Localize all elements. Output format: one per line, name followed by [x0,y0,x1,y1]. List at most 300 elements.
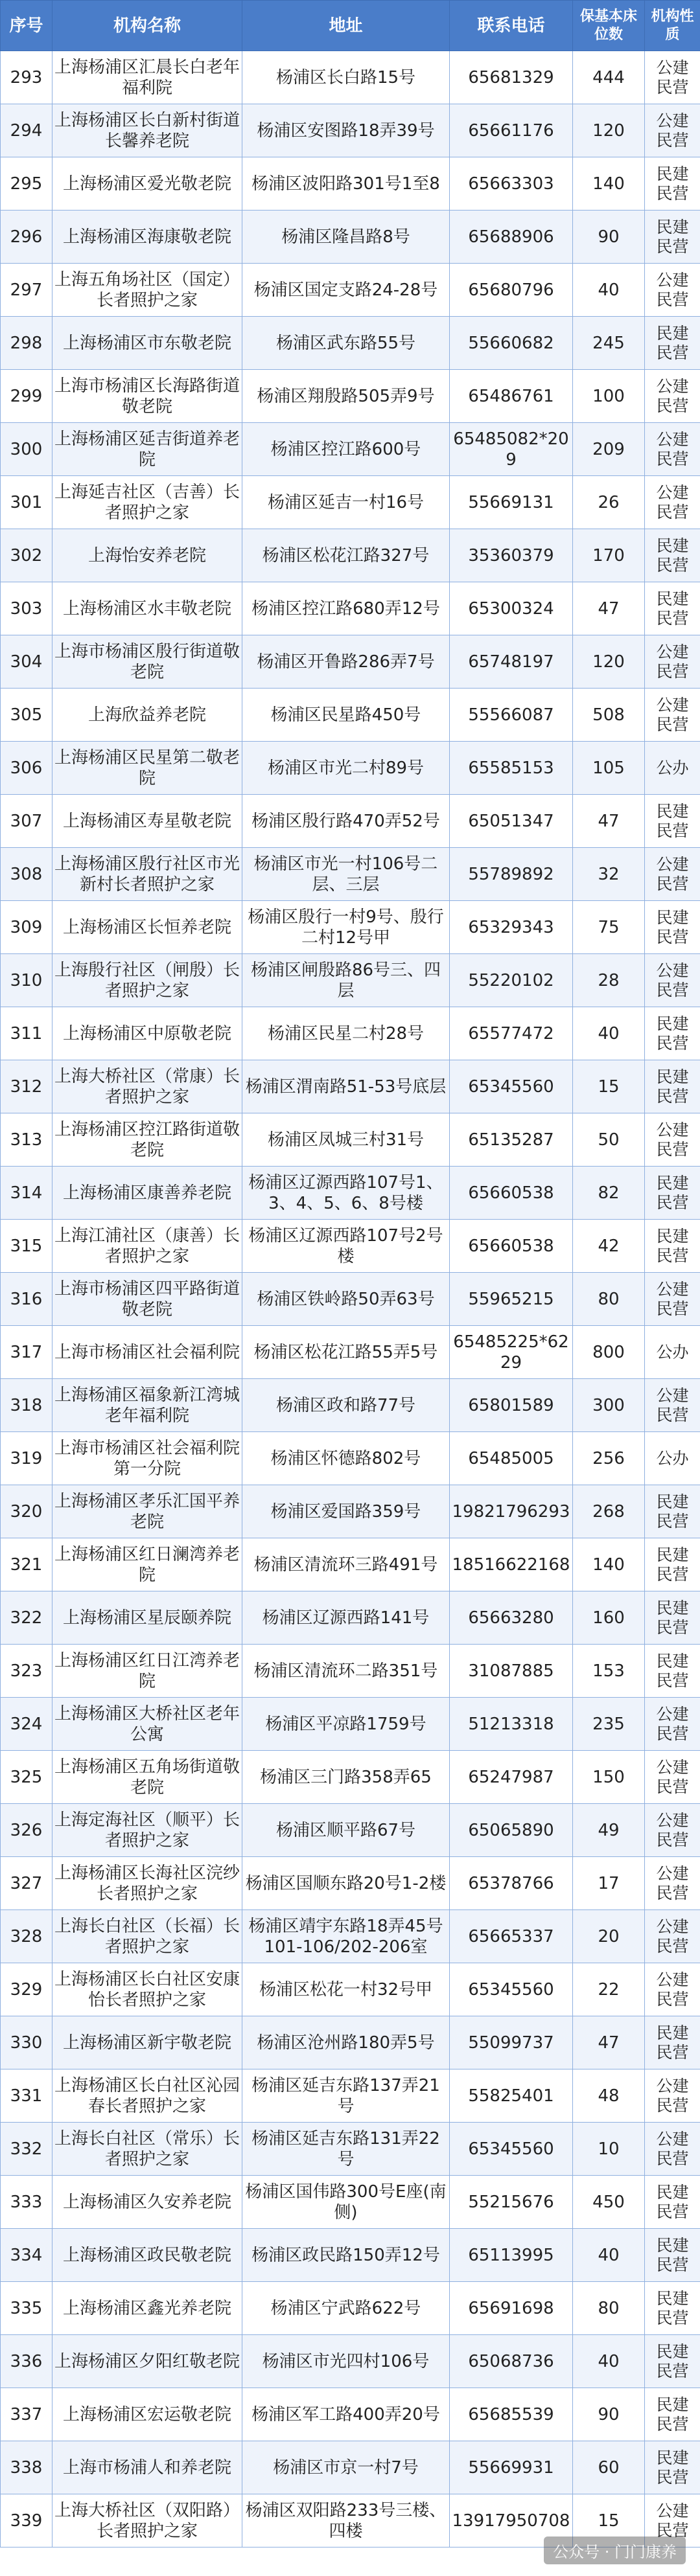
row-nature: 公建民营 [645,2494,700,2548]
row-name: 上海大桥社区（常康）长者照护之家 [52,1060,242,1113]
row-phone: 13917950708 [450,2494,573,2548]
row-name: 上海杨浦区长海社区浣纱长者照护之家 [52,1857,242,1910]
row-phone: 65688906 [450,211,573,264]
table-row [1,1113,700,1167]
row-name: 上海大桥社区（双阳路）长者照护之家 [52,2494,242,2548]
row-nature: 公建民营 [645,848,700,901]
row-address: 杨浦区武东路55号 [242,317,450,370]
row-index: 315 [1,1220,52,1273]
row-phone: 65748197 [450,635,573,689]
row-index: 297 [1,264,52,317]
row-nature: 公办 [645,742,700,795]
row-nature: 公建民营 [645,1857,700,1910]
row-name: 上海杨浦区长白社区沁园春长者照护之家 [52,2069,242,2123]
row-address: 杨浦区顺平路67号 [242,1804,450,1857]
table-row [1,1167,700,1220]
row-nature: 民建民营 [645,1060,700,1113]
row-beds: 245 [573,317,645,370]
row-phone: 55669131 [450,476,573,529]
row-address: 杨浦区波阳路301号1至8 [242,157,450,211]
table-row [1,2335,700,2388]
table-row [1,689,700,742]
table-row [1,1698,700,1751]
row-address: 杨浦区民星路450号 [242,689,450,742]
row-beds: 82 [573,1167,645,1220]
row-index: 339 [1,2494,52,2548]
row-beds: 140 [573,157,645,211]
row-address: 杨浦区开鲁路286弄7号 [242,635,450,689]
row-address: 杨浦区闸殷路86号三、四层 [242,954,450,1007]
row-beds: 47 [573,2016,645,2069]
row-address: 杨浦区延吉一村16号 [242,476,450,529]
row-nature: 民建民营 [645,795,700,848]
row-address: 杨浦区靖宇东路18弄45号101-106/202-206室 [242,1910,450,1963]
row-index: 324 [1,1698,52,1751]
row-address: 杨浦区辽源西路107号1、3、4、5、6、8号楼 [242,1167,450,1220]
row-phone: 55099737 [450,2016,573,2069]
row-index: 320 [1,1485,52,1538]
row-address: 杨浦区控江路680弄12号 [242,582,450,635]
row-index: 330 [1,2016,52,2069]
row-index: 306 [1,742,52,795]
row-beds: 26 [573,476,645,529]
row-beds: 15 [573,2494,645,2548]
row-address: 杨浦区铁岭路50弄63号 [242,1273,450,1326]
row-index: 303 [1,582,52,635]
row-phone: 65681329 [450,51,573,104]
row-name: 上海杨浦区宏运敬老院 [52,2388,242,2441]
row-address: 杨浦区辽源西路107号2号楼 [242,1220,450,1273]
row-index: 304 [1,635,52,689]
row-index: 336 [1,2335,52,2388]
row-index: 323 [1,1645,52,1698]
table-row [1,635,700,689]
row-beds: 170 [573,529,645,582]
row-nature: 公建民营 [645,1963,700,2016]
row-address: 杨浦区政民路150弄12号 [242,2229,450,2282]
table-header-row [1,1,700,51]
row-address: 杨浦区政和路77号 [242,1379,450,1432]
row-phone: 65485225*6229 [450,1326,573,1379]
row-phone: 65345560 [450,1963,573,2016]
row-name: 上海杨浦区民星第二敬老院 [52,742,242,795]
row-index: 316 [1,1273,52,1326]
row-name: 上海市杨浦区社会福利院 [52,1326,242,1379]
row-phone: 55825401 [450,2069,573,2123]
row-phone: 65068736 [450,2335,573,2388]
row-address: 杨浦区沧州路180弄5号 [242,2016,450,2069]
row-beds: 22 [573,1963,645,2016]
row-address: 杨浦区渭南路51-53号底层 [242,1060,450,1113]
row-beds: 47 [573,795,645,848]
row-address: 杨浦区松花江路327号 [242,529,450,582]
row-index: 319 [1,1432,52,1485]
row-nature: 公建民营 [645,1273,700,1326]
row-address: 杨浦区控江路600号 [242,423,450,476]
row-beds: 40 [573,2229,645,2282]
row-phone: 35360379 [450,529,573,582]
table-row [1,317,700,370]
row-phone: 55215676 [450,2176,573,2229]
row-nature: 民建民营 [645,1220,700,1273]
table-row [1,1379,700,1432]
row-nature: 公建民营 [645,476,700,529]
header-phone: 联系电话 [450,1,573,51]
table-row [1,1538,700,1591]
table-row [1,211,700,264]
row-address: 杨浦区怀德路802号 [242,1432,450,1485]
row-address: 杨浦区殷行一村9号、殷行二村12号甲 [242,901,450,954]
row-nature: 民建民营 [645,1645,700,1698]
row-name: 上海杨浦区长恒养老院 [52,901,242,954]
row-name: 上海杨浦区鑫光养老院 [52,2282,242,2335]
row-phone: 65577472 [450,1007,573,1060]
row-address: 杨浦区清流环二路351号 [242,1645,450,1698]
header-nature: 机构性质 [645,1,700,51]
row-name: 上海定海社区（顺平）长者照护之家 [52,1804,242,1857]
row-address: 杨浦区松花江路55弄5号 [242,1326,450,1379]
row-index: 301 [1,476,52,529]
table-row [1,529,700,582]
row-name: 上海杨浦区殷行社区市光新村长者照护之家 [52,848,242,901]
row-nature: 民建民营 [645,1591,700,1645]
row-name: 上海杨浦区延吉街道养老院 [52,423,242,476]
row-beds: 235 [573,1698,645,1751]
row-name: 上海杨浦区市东敬老院 [52,317,242,370]
row-address: 杨浦区双阳路233号三楼、四楼 [242,2494,450,2548]
row-name: 上海市杨浦区四平路街道敬老院 [52,1273,242,1326]
row-name: 上海杨浦区寿星敬老院 [52,795,242,848]
row-name: 上海杨浦区汇晨长白老年福利院 [52,51,242,104]
header-beds: 保基本床位数 [573,1,645,51]
table-row [1,1751,700,1804]
row-phone: 65485082*209 [450,423,573,476]
row-address: 杨浦区长白路15号 [242,51,450,104]
row-nature: 民建民营 [645,317,700,370]
row-address: 杨浦区国顺东路20号1-2楼 [242,1857,450,1910]
table-row [1,157,700,211]
table-row [1,901,700,954]
row-name: 上海杨浦区久安养老院 [52,2176,242,2229]
row-index: 299 [1,370,52,423]
table-row [1,2282,700,2335]
row-beds: 256 [573,1432,645,1485]
row-nature: 公建民营 [645,1804,700,1857]
row-nature: 公建民营 [645,954,700,1007]
row-beds: 40 [573,2335,645,2388]
row-name: 上海杨浦区海康敬老院 [52,211,242,264]
row-beds: 80 [573,1273,645,1326]
row-name: 上海杨浦区红日江湾养老院 [52,1645,242,1698]
row-phone: 65661176 [450,104,573,157]
row-name: 上海长白社区（常乐）长者照护之家 [52,2123,242,2176]
row-phone: 19821796293 [450,1485,573,1538]
row-phone: 65345560 [450,2123,573,2176]
row-phone: 65691698 [450,2282,573,2335]
row-beds: 20 [573,1910,645,1963]
row-index: 338 [1,2441,52,2494]
table-row [1,1857,700,1910]
row-nature: 公建民营 [645,370,700,423]
row-nature: 民建民营 [645,1538,700,1591]
row-phone: 65135287 [450,1113,573,1167]
row-phone: 65486761 [450,370,573,423]
row-beds: 80 [573,2282,645,2335]
row-phone: 55789892 [450,848,573,901]
row-address: 杨浦区松花一村32号甲 [242,1963,450,2016]
table-row [1,1060,700,1113]
row-beds: 209 [573,423,645,476]
row-index: 321 [1,1538,52,1591]
row-beds: 800 [573,1326,645,1379]
row-index: 307 [1,795,52,848]
header-index: 序号 [1,1,52,51]
row-address: 杨浦区清流环三路491号 [242,1538,450,1591]
table-row [1,1485,700,1538]
row-nature: 民建民营 [645,2335,700,2388]
row-index: 313 [1,1113,52,1167]
table-row [1,1007,700,1060]
row-beds: 444 [573,51,645,104]
row-nature: 民建民营 [645,901,700,954]
row-beds: 40 [573,1007,645,1060]
row-index: 332 [1,2123,52,2176]
row-index: 329 [1,1963,52,2016]
row-index: 308 [1,848,52,901]
row-address: 杨浦区国伟路300号E座(南侧) [242,2176,450,2229]
row-name: 上海欣益养老院 [52,689,242,742]
row-phone: 55669931 [450,2441,573,2494]
row-index: 335 [1,2282,52,2335]
row-nature: 公建民营 [645,1751,700,1804]
row-beds: 100 [573,370,645,423]
row-name: 上海杨浦区长白新村街道长馨养老院 [52,104,242,157]
row-index: 305 [1,689,52,742]
table-row [1,1963,700,2016]
row-index: 298 [1,317,52,370]
row-phone: 55965215 [450,1273,573,1326]
row-index: 293 [1,51,52,104]
row-beds: 17 [573,1857,645,1910]
row-beds: 15 [573,1060,645,1113]
row-beds: 49 [573,1804,645,1857]
row-name: 上海杨浦区新宇敬老院 [52,2016,242,2069]
row-nature: 民建民营 [645,1485,700,1538]
row-index: 300 [1,423,52,476]
row-index: 310 [1,954,52,1007]
row-phone: 65300324 [450,582,573,635]
row-address: 杨浦区军工路400弄20号 [242,2388,450,2441]
row-nature: 公建民营 [645,51,700,104]
row-name: 上海殷行社区（闸殷）长者照护之家 [52,954,242,1007]
row-beds: 32 [573,848,645,901]
row-name: 上海五角场社区（国定）长者照护之家 [52,264,242,317]
row-index: 328 [1,1910,52,1963]
row-beds: 160 [573,1591,645,1645]
row-phone: 65685539 [450,2388,573,2441]
row-index: 333 [1,2176,52,2229]
row-index: 302 [1,529,52,582]
row-address: 杨浦区市光一村106号二层、三层 [242,848,450,901]
row-index: 326 [1,1804,52,1857]
row-phone: 65585153 [450,742,573,795]
row-index: 327 [1,1857,52,1910]
table-row [1,476,700,529]
row-phone: 65665337 [450,1910,573,1963]
row-address: 杨浦区三门路358弄65 [242,1751,450,1804]
row-beds: 75 [573,901,645,954]
row-nature: 民建民营 [645,2016,700,2069]
row-phone: 18516622168 [450,1538,573,1591]
table-row [1,742,700,795]
row-nature: 民建民营 [645,2441,700,2494]
row-name: 上海怡安养老院 [52,529,242,582]
table-row [1,1326,700,1379]
row-nature: 公建民营 [645,1910,700,1963]
row-name: 上海市杨浦人和养老院 [52,2441,242,2494]
table-row [1,370,700,423]
table-row [1,104,700,157]
row-name: 上海杨浦区长白社区安康怡长者照护之家 [52,1963,242,2016]
row-index: 331 [1,2069,52,2123]
row-beds: 120 [573,635,645,689]
row-nature: 公办 [645,1432,700,1485]
row-address: 杨浦区爱国路359号 [242,1485,450,1538]
row-phone: 65113995 [450,2229,573,2282]
row-phone: 65660538 [450,1220,573,1273]
row-name: 上海市杨浦区社会福利院第一分院 [52,1432,242,1485]
row-name: 上海长白社区（长福）长者照护之家 [52,1910,242,1963]
row-phone: 65051347 [450,795,573,848]
row-index: 312 [1,1060,52,1113]
row-beds: 120 [573,104,645,157]
table-row [1,1273,700,1326]
row-address: 杨浦区延吉东路137弄21号 [242,2069,450,2123]
row-index: 325 [1,1751,52,1804]
row-index: 296 [1,211,52,264]
row-nature: 公建民营 [645,1379,700,1432]
row-address: 杨浦区辽源西路141号 [242,1591,450,1645]
row-nature: 公建民营 [645,2123,700,2176]
row-index: 334 [1,2229,52,2282]
row-address: 杨浦区凤城三村31号 [242,1113,450,1167]
row-nature: 民建民营 [645,1007,700,1060]
row-nature: 公建民营 [645,1698,700,1751]
row-index: 318 [1,1379,52,1432]
row-name: 上海杨浦区爱光敬老院 [52,157,242,211]
row-nature: 民建民营 [645,582,700,635]
row-phone: 65065890 [450,1804,573,1857]
row-nature: 民建民营 [645,529,700,582]
row-phone: 65345560 [450,1060,573,1113]
row-phone: 65247987 [450,1751,573,1804]
row-address: 杨浦区殷行路470弄52号 [242,795,450,848]
row-name: 上海市杨浦区殷行街道敬老院 [52,635,242,689]
row-index: 309 [1,901,52,954]
row-beds: 300 [573,1379,645,1432]
row-phone: 65663280 [450,1591,573,1645]
table-row [1,795,700,848]
row-beds: 268 [573,1485,645,1538]
row-name: 上海杨浦区五角场街道敬老院 [52,1751,242,1804]
row-nature: 公建民营 [645,423,700,476]
row-address: 杨浦区安图路18弄39号 [242,104,450,157]
row-name: 上海杨浦区夕阳红敬老院 [52,2335,242,2388]
row-index: 317 [1,1326,52,1379]
row-beds: 140 [573,1538,645,1591]
row-name: 上海杨浦区孝乐汇国平养老院 [52,1485,242,1538]
row-nature: 公建民营 [645,264,700,317]
row-beds: 42 [573,1220,645,1273]
row-index: 337 [1,2388,52,2441]
row-beds: 50 [573,1113,645,1167]
row-phone: 55566087 [450,689,573,742]
table-row [1,582,700,635]
row-nature: 民建民营 [645,211,700,264]
row-beds: 150 [573,1751,645,1804]
table-row [1,1591,700,1645]
row-phone: 65680796 [450,264,573,317]
row-nature: 民建民营 [645,2282,700,2335]
row-phone: 65329343 [450,901,573,954]
row-name: 上海杨浦区政民敬老院 [52,2229,242,2282]
row-nature: 民建民营 [645,2388,700,2441]
table-row [1,2176,700,2229]
table-row [1,2388,700,2441]
row-nature: 公建民营 [645,2069,700,2123]
row-address: 杨浦区国定支路24-28号 [242,264,450,317]
row-address: 杨浦区市光四村106号 [242,2335,450,2388]
row-beds: 48 [573,2069,645,2123]
row-name: 上海市杨浦区长海路街道敬老院 [52,370,242,423]
row-address: 杨浦区市光二村89号 [242,742,450,795]
row-phone: 65801589 [450,1379,573,1432]
row-nature: 公建民营 [645,1113,700,1167]
row-beds: 10 [573,2123,645,2176]
table-row [1,1910,700,1963]
row-index: 295 [1,157,52,211]
table-row [1,1220,700,1273]
row-beds: 60 [573,2441,645,2494]
row-beds: 90 [573,2388,645,2441]
row-phone: 31087885 [450,1645,573,1698]
row-name: 上海杨浦区大桥社区老年公寓 [52,1698,242,1751]
table-row [1,423,700,476]
row-phone: 55660682 [450,317,573,370]
row-address: 杨浦区宁武路622号 [242,2282,450,2335]
row-beds: 105 [573,742,645,795]
row-nature: 民建民营 [645,1167,700,1220]
row-address: 杨浦区市京一村7号 [242,2441,450,2494]
row-phone: 65378766 [450,1857,573,1910]
table-row [1,2123,700,2176]
row-nature: 公办 [645,1326,700,1379]
row-name: 上海杨浦区星辰颐养院 [52,1591,242,1645]
table-row [1,2016,700,2069]
table-row [1,954,700,1007]
row-phone: 65663303 [450,157,573,211]
table-row [1,1432,700,1485]
row-nature: 民建民营 [645,2176,700,2229]
table-row [1,848,700,901]
row-beds: 47 [573,582,645,635]
table-row [1,2441,700,2494]
watermark: 公众号 · 门门康养 [544,2536,686,2564]
row-name: 上海杨浦区水丰敬老院 [52,582,242,635]
header-address: 地址 [242,1,450,51]
row-name: 上海杨浦区中原敬老院 [52,1007,242,1060]
row-index: 311 [1,1007,52,1060]
